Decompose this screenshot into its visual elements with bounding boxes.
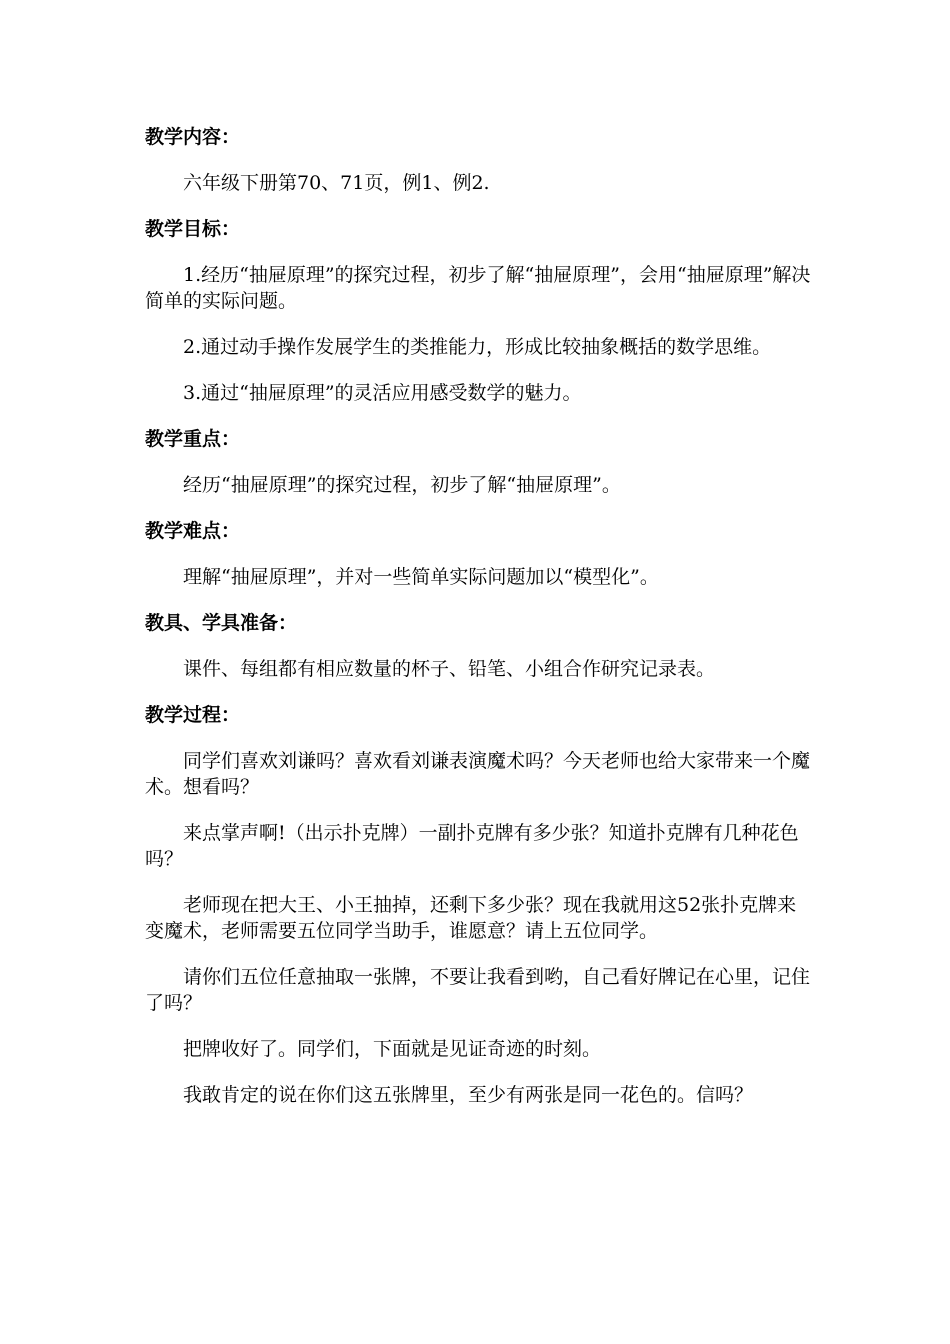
paragraph-goal-2: 2.通过动手操作发展学生的类推能力，形成比较抽象概括的数学思维。 [183, 336, 772, 358]
paragraph-process-1: 同学们喜欢刘谦吗？喜欢看刘谦表演魔术吗？今天老师也给大家带来一个魔术。想看吗？ [145, 750, 811, 798]
paragraph-goal-3: 3.通过“抽屉原理”的灵活应用感受数学的魅力。 [183, 382, 582, 404]
paragraph-process-2: 来点掌声啊!（出示扑克牌）一副扑克牌有多少张？知道扑克牌有几种花色吗？ [145, 822, 799, 870]
heading-teaching-content: 教学内容： [145, 126, 241, 148]
paragraph-key-points: 经历“抽屉原理”的探究过程，初步了解“抽屉原理”。 [183, 474, 621, 496]
heading-tools: 教具、学具准备： [145, 612, 298, 634]
paragraph-teaching-content: 六年级下册第70、71页，例1、例2. [183, 172, 490, 194]
heading-teaching-goals: 教学目标： [145, 218, 241, 240]
heading-key-points: 教学重点： [145, 428, 241, 450]
document-body [145, 124, 815, 1128]
heading-teaching-process: 教学过程： [145, 704, 241, 726]
paragraph-difficult-points: 理解“抽屉原理”，并对一些简单实际问题加以“模型化”。 [183, 566, 659, 588]
paragraph-goal-1: 1.经历“抽屉原理”的探究过程，初步了解“抽屉原理”，会用“抽屉原理”解决简单的实际问题。 [145, 264, 811, 312]
paragraph-process-3: 老师现在把大王、小王抽掉，还剩下多少张？现在我就用这52张扑克牌来变魔术，老师需要五位同学当助手，谁愿意？请上五位同学。 [145, 894, 797, 942]
paragraph-process-6: 我敢肯定的说在你们这五张牌里，至少有两张是同一花色的。信吗？ [183, 1084, 754, 1106]
paragraph-process-4: 请你们五位任意抽取一张牌，不要让我看到哟，自己看好牌记在心里，记住了吗？ [145, 966, 811, 1014]
heading-difficult-points: 教学难点： [145, 520, 241, 542]
paragraph-tools: 课件、每组都有相应数量的杯子、铅笔、小组合作研究记录表。 [183, 658, 716, 680]
paragraph-process-5: 把牌收好了。同学们，下面就是见证奇迹的时刻。 [183, 1038, 602, 1060]
